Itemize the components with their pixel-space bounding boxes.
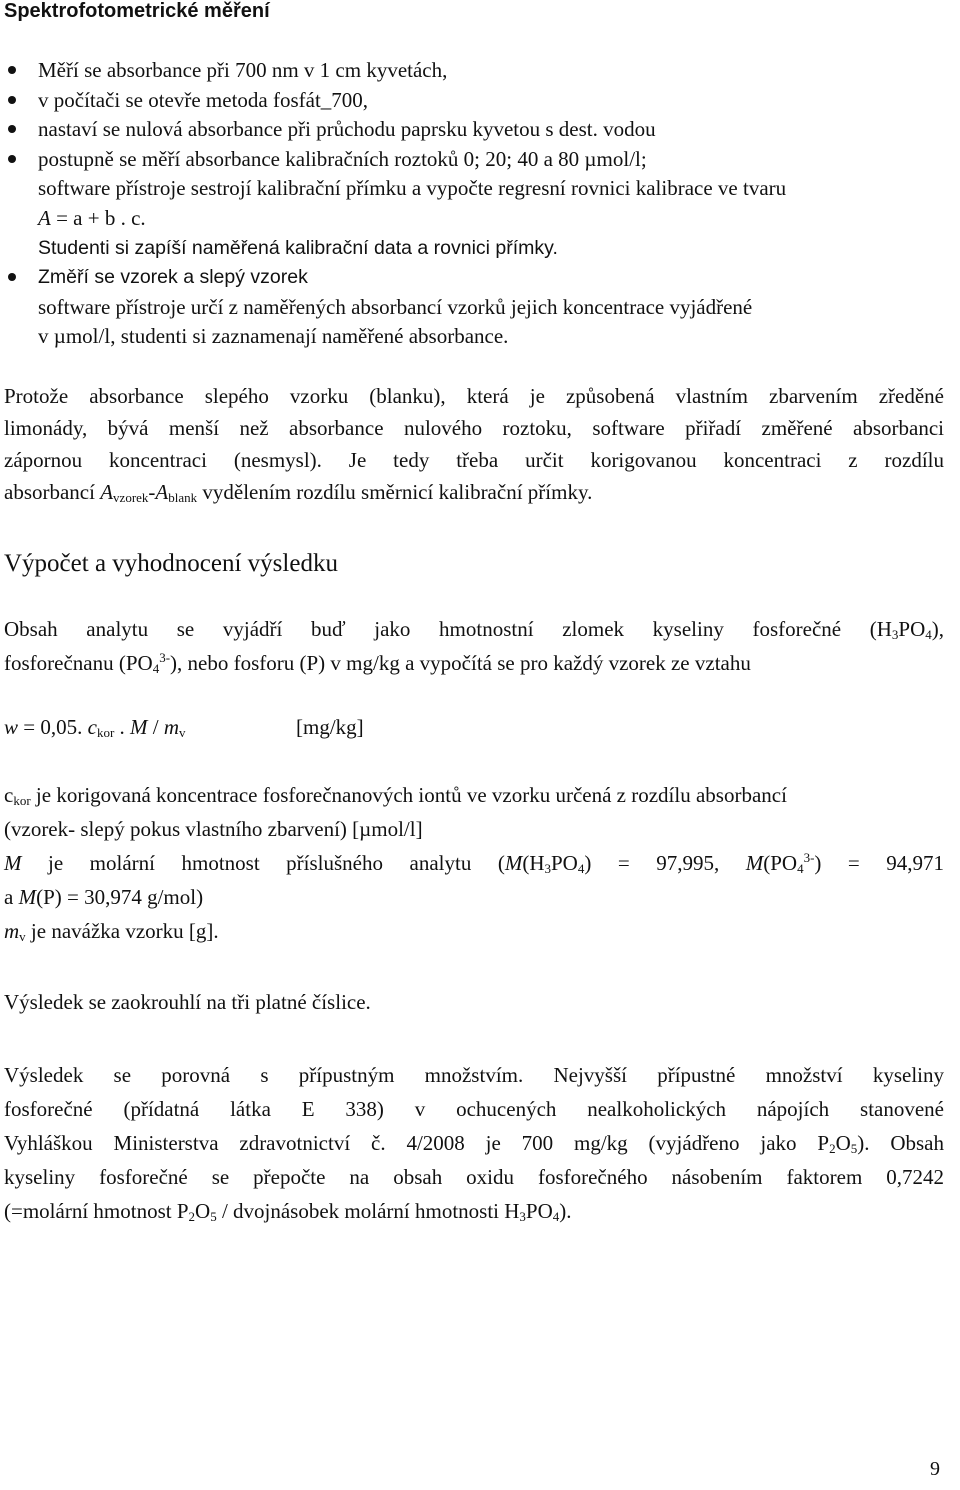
- list-item: [0, 86, 950, 116]
- subscript: 5: [850, 1141, 858, 1156]
- text-run: vydělením rozdílu směrnicí kalibrační přímky.: [197, 480, 593, 504]
- text-line: [4, 612, 944, 646]
- subscript: kor: [96, 725, 115, 740]
- text-run: fosforečnanu (PO: [4, 651, 153, 675]
- eq-text: = a + b . c.: [50, 205, 146, 230]
- text-run: (PO: [763, 851, 798, 875]
- symbol-M: M: [130, 715, 148, 739]
- text-run: ).: [559, 1199, 572, 1223]
- text-run: ),: [931, 617, 944, 641]
- subscript: 3: [519, 1209, 526, 1224]
- symbol-c: c: [87, 715, 97, 739]
- subscript: v: [179, 725, 186, 740]
- text-line: [4, 914, 944, 948]
- text-run: O: [195, 1199, 211, 1223]
- formula: [4, 715, 364, 740]
- text-run: Obsah analytu se vyjádří buď jako hmotnostní zlomek kyseliny fosforečné (H: [4, 617, 892, 641]
- subscript: blank: [168, 490, 198, 505]
- analyte-paragraph: [4, 612, 944, 680]
- symbol-c: c: [4, 783, 14, 807]
- blank-correction-paragraph: [4, 380, 944, 508]
- regression-equation: [38, 204, 950, 234]
- text-line: [4, 1126, 944, 1160]
- step-text: Změří se vzorek a slepý vzorek: [38, 266, 308, 289]
- symbol-w: w: [4, 715, 19, 739]
- symbol-A: A: [155, 480, 169, 504]
- step-text: Měří se absorbance při 700 nm v 1 cm kyvetách,: [38, 58, 448, 82]
- symbol-m: m: [163, 715, 180, 739]
- variable-definitions: [4, 778, 944, 948]
- symbol-M: M: [18, 885, 37, 909]
- step-text: postupně se měří absorbance kalibračních roztoků 0; 20; 40 a 80 µmol/l;: [38, 146, 647, 171]
- text-line: fosforečné (přídatná látka E 338) v ochucených nealkoholických nápojích stanovené: [4, 1097, 944, 1121]
- text-run: /: [147, 715, 164, 739]
- text-run: -: [148, 480, 156, 504]
- symbol-M: M: [504, 851, 523, 875]
- symbol-M: M: [745, 851, 764, 875]
- subscript: 5: [210, 1209, 217, 1224]
- subscript: v: [19, 929, 26, 944]
- text-run: je korigovaná koncentrace fosforečnanových iontů ve vzorku určená z rozdílu absorbancí: [30, 783, 787, 807]
- text-run: .: [114, 715, 131, 739]
- text-line: (vzorek- slepý pokus vlastního zbarvení) [µmol/l]: [4, 817, 423, 841]
- text-run: absorbancí: [4, 480, 101, 504]
- step-text: v počítači se otevře metoda fosfát_700,: [38, 87, 369, 112]
- text-run: PO: [525, 1199, 553, 1223]
- step-text: software přístroje sestrojí kalibrační přímku a vypočte regresní rovnici kalibrace ve tvaru: [38, 176, 787, 201]
- text-line: kyseliny fosforečné se přepočte na obsah oxidu fosforečného násobením faktorem 0,7242: [4, 1165, 944, 1189]
- list-item: [0, 56, 950, 86]
- text-run: Vyhláškou Ministerstva zdravotnictví č. 4/2008 je 700 mg/kg (vyjádřeno jako P: [4, 1131, 830, 1155]
- text-line: [4, 846, 944, 880]
- page-number: 9: [930, 1458, 940, 1480]
- rounding-note: Výsledek se zaokrouhlí na tři platné číslice.: [4, 990, 371, 1014]
- text-run: (P) = 30,974 g/mol): [36, 885, 204, 909]
- text-line: Protože absorbance slepého vzorku (blanku), která je způsobená vlastním zbarvením zředěné: [4, 384, 944, 408]
- text-line: zápornou koncentraci (nesmysl). Je tedy třeba určit korigovanou koncentraci z rozdílu: [4, 448, 944, 472]
- formula-unit: [mg/kg]: [296, 715, 364, 739]
- text-run: (H: [522, 851, 545, 875]
- text-run: PO: [551, 851, 578, 875]
- symbol-A: A: [100, 480, 114, 504]
- subscript: 2: [829, 1141, 836, 1156]
- text-run: je navážka vzorku [g].: [25, 919, 219, 943]
- text-run: PO: [898, 617, 926, 641]
- text-line: [4, 646, 944, 680]
- subscript: 4: [152, 661, 160, 676]
- superscript: 3-: [803, 850, 815, 865]
- text-run: ) = 94,971: [814, 851, 945, 875]
- subscript: 4: [925, 627, 932, 642]
- text-line: [4, 778, 944, 812]
- subscript: kor: [13, 793, 31, 808]
- subscript: 3: [891, 627, 899, 642]
- procedure-list: [0, 56, 950, 352]
- subscript: vzorek: [113, 490, 149, 505]
- text-run: ). Obsah: [857, 1131, 944, 1155]
- subscript: 4: [577, 861, 585, 876]
- text-run: O: [835, 1131, 851, 1155]
- text-run: (=molární hmotnost P: [4, 1199, 189, 1223]
- subscript: 4: [552, 1209, 560, 1224]
- step-text: software přístroje určí z naměřených absorbancí vzorků jejich koncentrace vyjádřené: [38, 294, 753, 319]
- text-line: Výsledek se porovná s přípustným množstvím. Nejvyšší přípustné množství kyseliny: [4, 1063, 944, 1087]
- list-item: [0, 145, 950, 263]
- section-title: Spektrofotometrické měření: [4, 0, 270, 22]
- text-line: [4, 880, 944, 914]
- eq-symbol: A: [38, 205, 51, 230]
- step-text: nastaví se nulová absorbance při průchodu paprsku kyvetou s dest. vodou: [38, 117, 656, 142]
- step-text: v µmol/l, studenti si zaznamenají naměřené absorbance.: [38, 324, 509, 349]
- subscript: 3: [544, 861, 551, 876]
- text-line: [4, 476, 944, 508]
- comparison-paragraph: [4, 1058, 944, 1228]
- subscript: 2: [188, 1209, 196, 1224]
- list-item: [0, 115, 950, 145]
- text-run: a: [4, 885, 19, 909]
- text-run: / dvojnásobek molární hmotnosti H: [216, 1199, 520, 1223]
- text-line: limonády, bývá menší než absorbance nulového roztoku, software přiřadí změřené absorbanci: [4, 416, 944, 440]
- text-run: = 0,05.: [18, 715, 88, 739]
- text-run: ) = 97,995,: [584, 851, 746, 875]
- list-item: [0, 263, 950, 352]
- symbol-M: M: [4, 851, 22, 875]
- text-run: ), nebo fosforu (P) v mg/kg a vypočítá se pro každý vzorek ze vztahu: [170, 651, 751, 675]
- step-text: Studenti si zapíší naměřená kalibrační data a rovnici přímky.: [38, 236, 558, 259]
- results-heading: Výpočet a vyhodnocení výsledku: [4, 550, 338, 577]
- text-run: je molární hmotnost příslušného analytu (: [21, 851, 505, 875]
- text-line: [4, 1194, 944, 1228]
- symbol-m: m: [4, 919, 20, 943]
- subscript: 4: [797, 861, 804, 876]
- superscript: 3-: [159, 650, 171, 665]
